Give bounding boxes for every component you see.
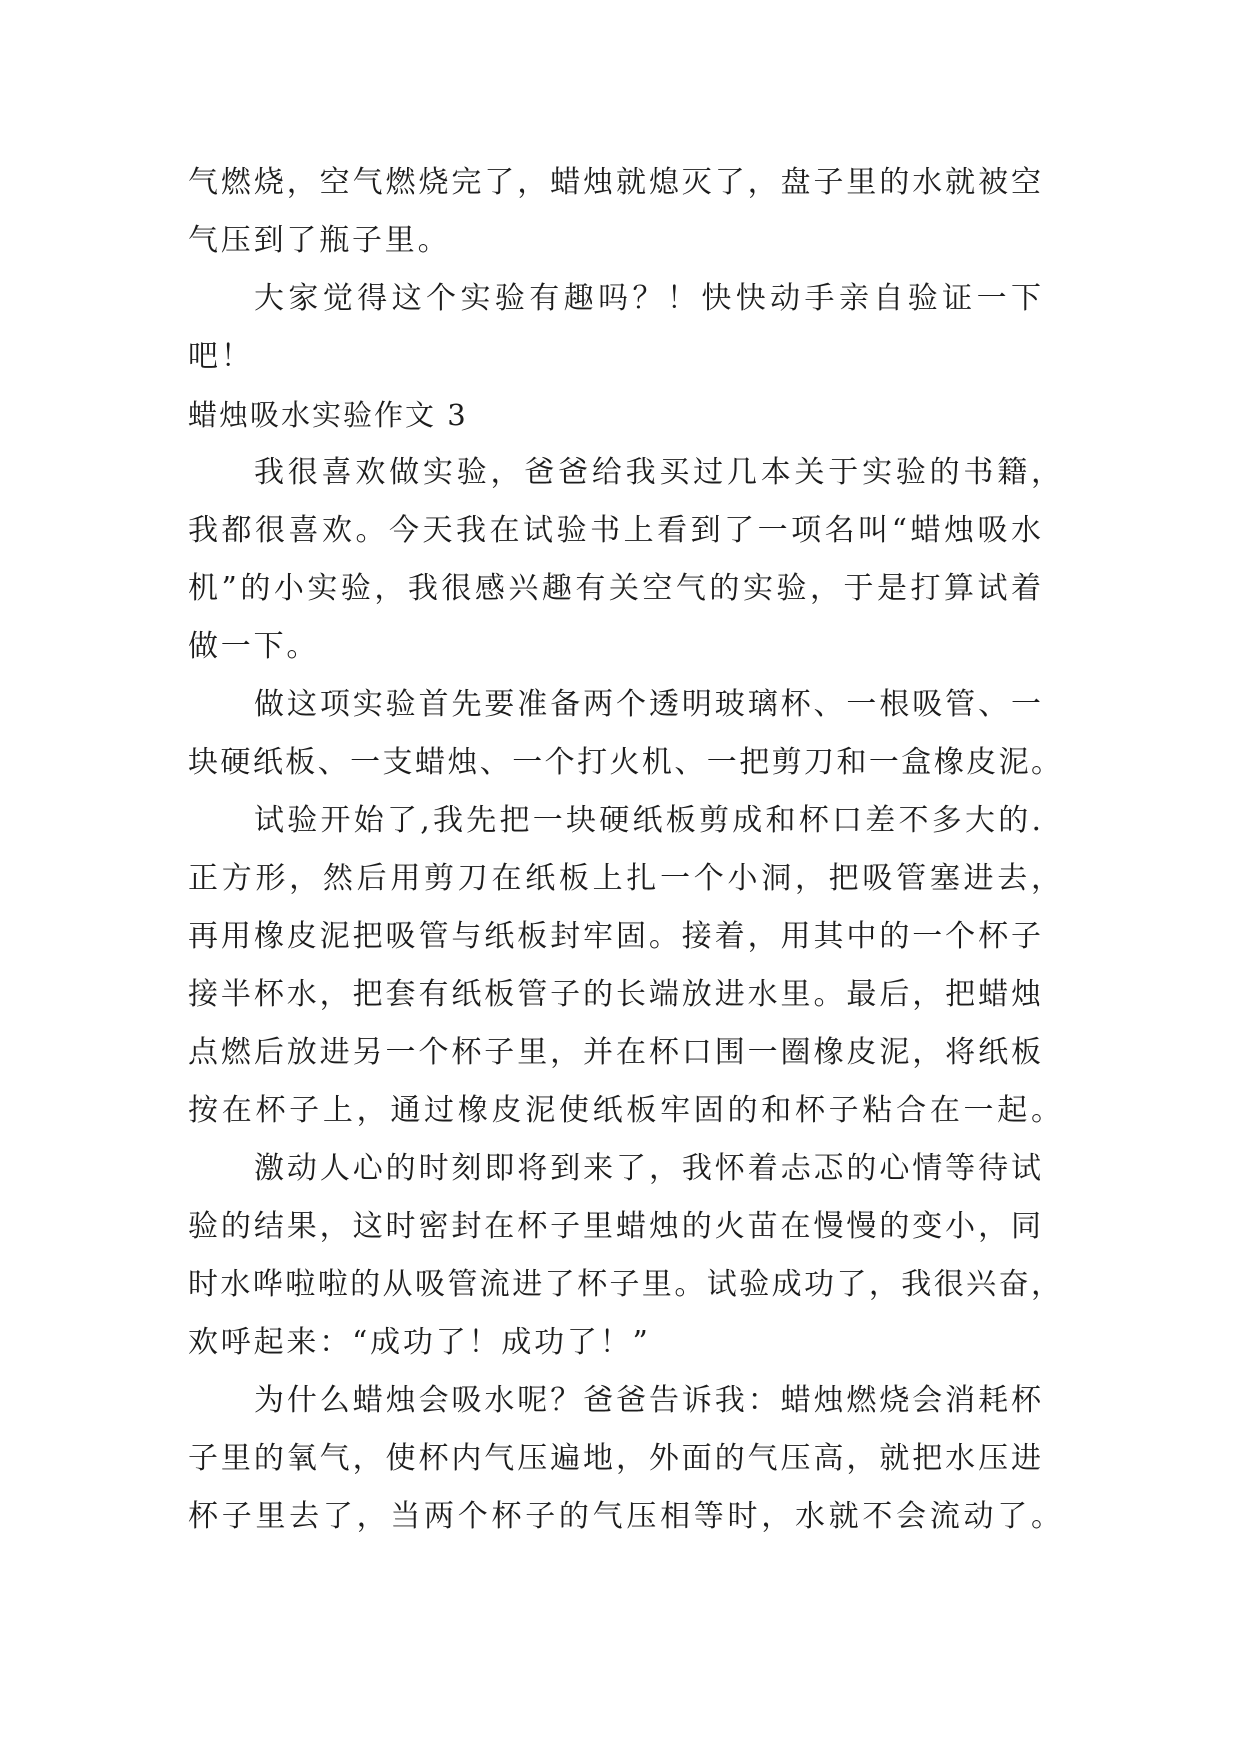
paragraph-line: 做这项实验首先要准备两个透明玻璃杯、一根吸管、一 bbox=[254, 687, 1041, 722]
paragraph-line: 欢呼起来：“成功了！成功了！” bbox=[188, 1325, 651, 1360]
document-body bbox=[188, 154, 1078, 1546]
paragraph-line: 按在杯子上，通过橡皮泥使纸板牢固的和杯子粘合在一起。 bbox=[188, 1093, 1061, 1128]
paragraph-line: 大家觉得这个实验有趣吗？！快快动手亲自验证一下 bbox=[254, 281, 1041, 316]
paragraph-line: 气燃烧，空气燃烧完了，蜡烛就熄灭了，盘子里的水就被空 bbox=[188, 165, 1041, 200]
essay-title: 蜡烛吸水实验作文 3 bbox=[188, 398, 468, 432]
paragraph-line: 接半杯水，把套有纸板管子的长端放进水里。最后，把蜡烛 bbox=[188, 977, 1041, 1012]
paragraph bbox=[188, 676, 1078, 792]
paragraph-line: 为什么蜡烛会吸水呢？爸爸告诉我：蜡烛燃烧会消耗杯 bbox=[254, 1383, 1041, 1418]
paragraph-line: 我很喜欢做实验，爸爸给我买过几本关于实验的书籍， bbox=[254, 455, 1061, 490]
paragraph-line: 做一下。 bbox=[188, 629, 320, 664]
paragraph-line: 子里的氧气，使杯内气压遍地，外面的气压高，就把水压进 bbox=[188, 1441, 1041, 1476]
paragraph bbox=[188, 792, 1078, 1140]
paragraph-line: 机”的小实验，我很感兴趣有关空气的实验，于是打算试着 bbox=[188, 571, 1041, 606]
paragraph bbox=[188, 1372, 1078, 1546]
paragraph-line: 块硬纸板、一支蜡烛、一个打火机、一把剪刀和一盒橡皮泥。 bbox=[188, 745, 1061, 780]
paragraph-line: 点燃后放进另一个杯子里，并在杯口围一圈橡皮泥，将纸板 bbox=[188, 1035, 1041, 1070]
paragraph-line: 验的结果，这时密封在杯子里蜡烛的火苗在慢慢的变小，同 bbox=[188, 1209, 1041, 1244]
paragraph-line: 正方形，然后用剪刀在纸板上扎一个小洞，把吸管塞进去， bbox=[188, 861, 1061, 896]
paragraph bbox=[188, 444, 1078, 676]
paragraph bbox=[188, 154, 1078, 270]
paragraph-line: 气压到了瓶子里。 bbox=[188, 223, 451, 258]
paragraph-line: 试验开始了,我先把一块硬纸板剪成和杯口差不多大的. bbox=[254, 803, 1041, 838]
paragraph-line: 吧！ bbox=[188, 339, 254, 374]
paragraph-line: 杯子里去了，当两个杯子的气压相等时，水就不会流动了。 bbox=[188, 1499, 1061, 1534]
paragraph bbox=[188, 270, 1078, 386]
paragraph bbox=[188, 1140, 1078, 1372]
paragraph-line: 激动人心的时刻即将到来了，我怀着忐忑的心情等待试 bbox=[254, 1151, 1041, 1186]
paragraph-line: 时水哗啦啦的从吸管流进了杯子里。试验成功了，我很兴奋， bbox=[188, 1267, 1061, 1302]
paragraph-line: 再用橡皮泥把吸管与纸板封牢固。接着，用其中的一个杯子 bbox=[188, 919, 1041, 954]
paragraph-line: 我都很喜欢。今天我在试验书上看到了一项名叫“蜡烛吸水 bbox=[188, 513, 1041, 548]
